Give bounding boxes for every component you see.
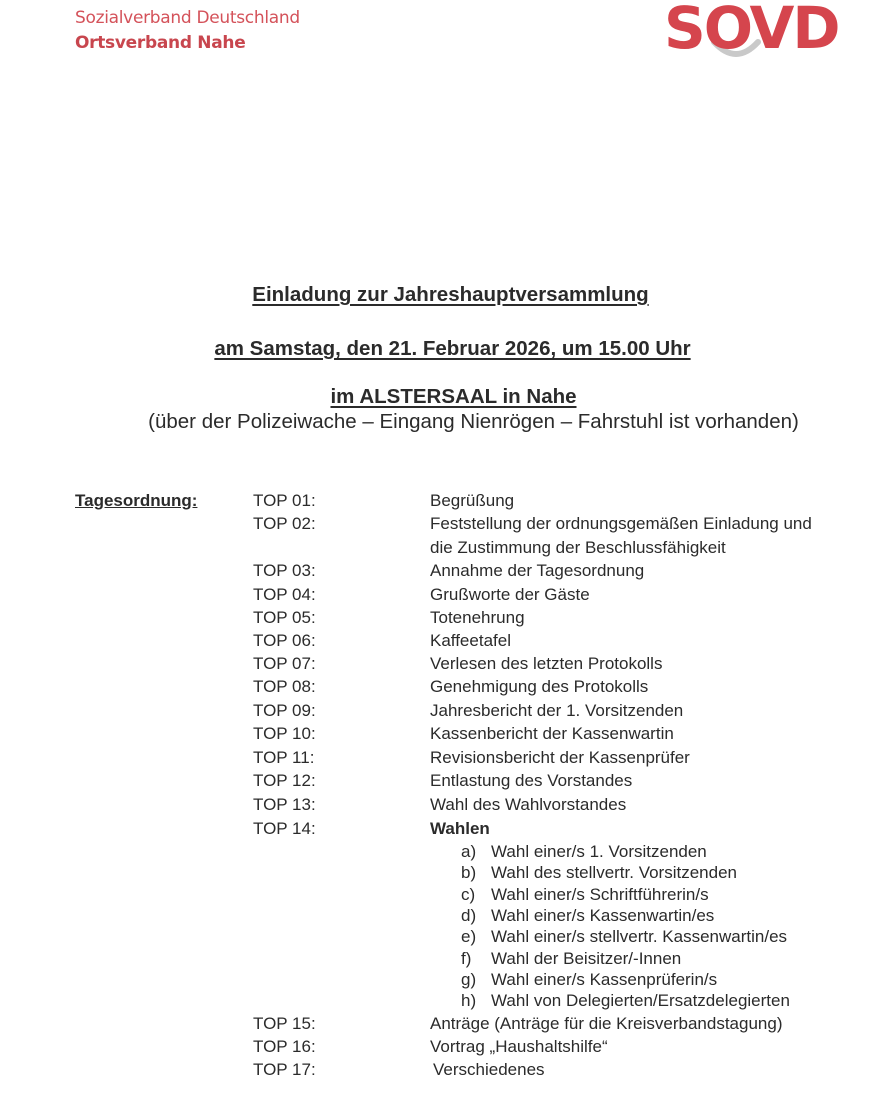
agenda-item-number: TOP 03: <box>253 561 316 580</box>
election-text: Wahl einer/s Kassenprüferin/s <box>491 969 718 989</box>
agenda-label: Tagesordnung: <box>75 491 198 510</box>
invitation-date: am Samstag, den 21. Februar 2026, um 15.00 Uhr <box>214 337 691 360</box>
agenda-item <box>0 1060 877 1083</box>
agenda-item-text: Genehmigung des Protokolls <box>430 677 649 696</box>
agenda-item <box>0 677 877 700</box>
election-text: Wahl von Delegierten/Ersatzdelegierten <box>491 991 790 1011</box>
agenda-item-number: TOP 13: <box>253 795 316 814</box>
agenda-item-number: TOP 16: <box>253 1037 316 1056</box>
agenda-item <box>0 819 877 842</box>
agenda-item <box>0 1014 877 1037</box>
agenda-item <box>0 514 877 537</box>
agenda-item-number: TOP 09: <box>253 701 316 720</box>
election-letter: f) <box>461 948 472 968</box>
agenda-item <box>0 631 877 654</box>
election-letter: a) <box>461 842 477 861</box>
agenda-item-text: Entlastung des Vorstandes <box>430 771 633 790</box>
agenda-item-text: Kassenbericht der Kassenwartin <box>430 724 674 743</box>
agenda-item-number: TOP 08: <box>253 677 316 696</box>
agenda-item-text: Annahme der Tagesordnung <box>430 561 645 580</box>
agenda-item <box>0 795 877 818</box>
logo-text: SOVD <box>664 0 839 62</box>
agenda-item-text: Verlesen des letzten Protokolls <box>430 654 663 673</box>
agenda-item <box>0 608 877 631</box>
election-text: Wahl einer/s Schriftführerin/s <box>491 884 709 904</box>
sovd-logo <box>664 0 844 62</box>
election-text: Wahl einer/s stellvertr. Kassenwartin/es <box>491 927 788 947</box>
election-letter: e) <box>461 927 477 947</box>
agenda-item <box>0 654 877 677</box>
election-text: Wahl der Beisitzer/-Innen <box>491 948 682 968</box>
agenda-item-text: Vortrag „Haushaltshilfe“ <box>430 1037 608 1056</box>
agenda-item-text: Revisionsbericht der Kassenprüfer <box>430 748 690 767</box>
agenda-item-number: TOP 12: <box>253 771 316 790</box>
agenda-item <box>0 748 877 771</box>
election-letter: h) <box>461 991 477 1011</box>
election-letter: c) <box>461 884 476 904</box>
agenda-item-text: Wahl des Wahlvorstandes <box>430 795 627 814</box>
location-note: (über der Polizeiwache – Eingang Nienrögen – Fahrstuhl ist vorhanden) <box>148 410 799 433</box>
agenda-item-number: TOP 15: <box>253 1014 316 1033</box>
agenda-item-number: TOP 11: <box>253 748 315 767</box>
agenda-item <box>0 1037 877 1060</box>
org-branch: Ortsverband Nahe <box>75 33 246 53</box>
agenda-item-number: TOP 04: <box>253 585 316 604</box>
election-letter: g) <box>461 969 477 989</box>
agenda-item <box>0 561 877 584</box>
invitation-title: Einladung zur Jahreshauptversammlung <box>252 283 649 306</box>
agenda-item <box>0 771 877 794</box>
invitation-location: im ALSTERSAAL in Nahe <box>330 385 577 408</box>
agenda-item-number: TOP 05: <box>253 608 316 627</box>
agenda-item-text: Grußworte der Gäste <box>430 585 590 604</box>
agenda-item-text: Kaffeetafel <box>430 631 511 650</box>
agenda-item-number: TOP 02: <box>253 514 316 533</box>
agenda-item-number: TOP 17: <box>253 1060 316 1079</box>
agenda-item-text: Verschiedenes <box>433 1060 545 1079</box>
election-text: Wahl einer/s 1. Vorsitzenden <box>491 842 707 861</box>
agenda-item-text: Anträge (Anträge für die Kreisverbandstagung) <box>430 1014 783 1033</box>
agenda-item-text: Jahresbericht der 1. Vorsitzenden <box>430 701 684 720</box>
election-letter: b) <box>461 863 477 883</box>
election-text: Wahl des stellvertr. Vorsitzenden <box>491 863 737 883</box>
agenda-item-number: TOP 06: <box>253 631 316 650</box>
agenda-item-continuation <box>0 538 877 561</box>
agenda-item <box>0 724 877 747</box>
agenda-item-number: TOP 07: <box>253 654 316 673</box>
org-name: Sozialverband Deutschland <box>75 8 300 28</box>
agenda-item <box>0 701 877 724</box>
agenda-item-text: Totenehrung <box>430 608 525 627</box>
election-letter: d) <box>461 905 477 925</box>
agenda-item-text: Feststellung der ordnungsgemäßen Einladung und <box>430 514 812 533</box>
agenda-item-number: TOP 14: <box>253 819 316 838</box>
agenda-item-number: TOP 01: <box>253 491 316 510</box>
agenda-item <box>0 491 877 514</box>
agenda-item-text: Begrüßung <box>430 491 515 510</box>
agenda-item <box>0 585 877 608</box>
agenda-item-text: Wahlen <box>430 819 490 838</box>
agenda-item-number: TOP 10: <box>253 724 316 743</box>
agenda-item-text-line2: die Zustimmung der Beschlussfähigkeit <box>430 538 726 557</box>
election-text: Wahl einer/s Kassenwartin/es <box>491 905 715 925</box>
